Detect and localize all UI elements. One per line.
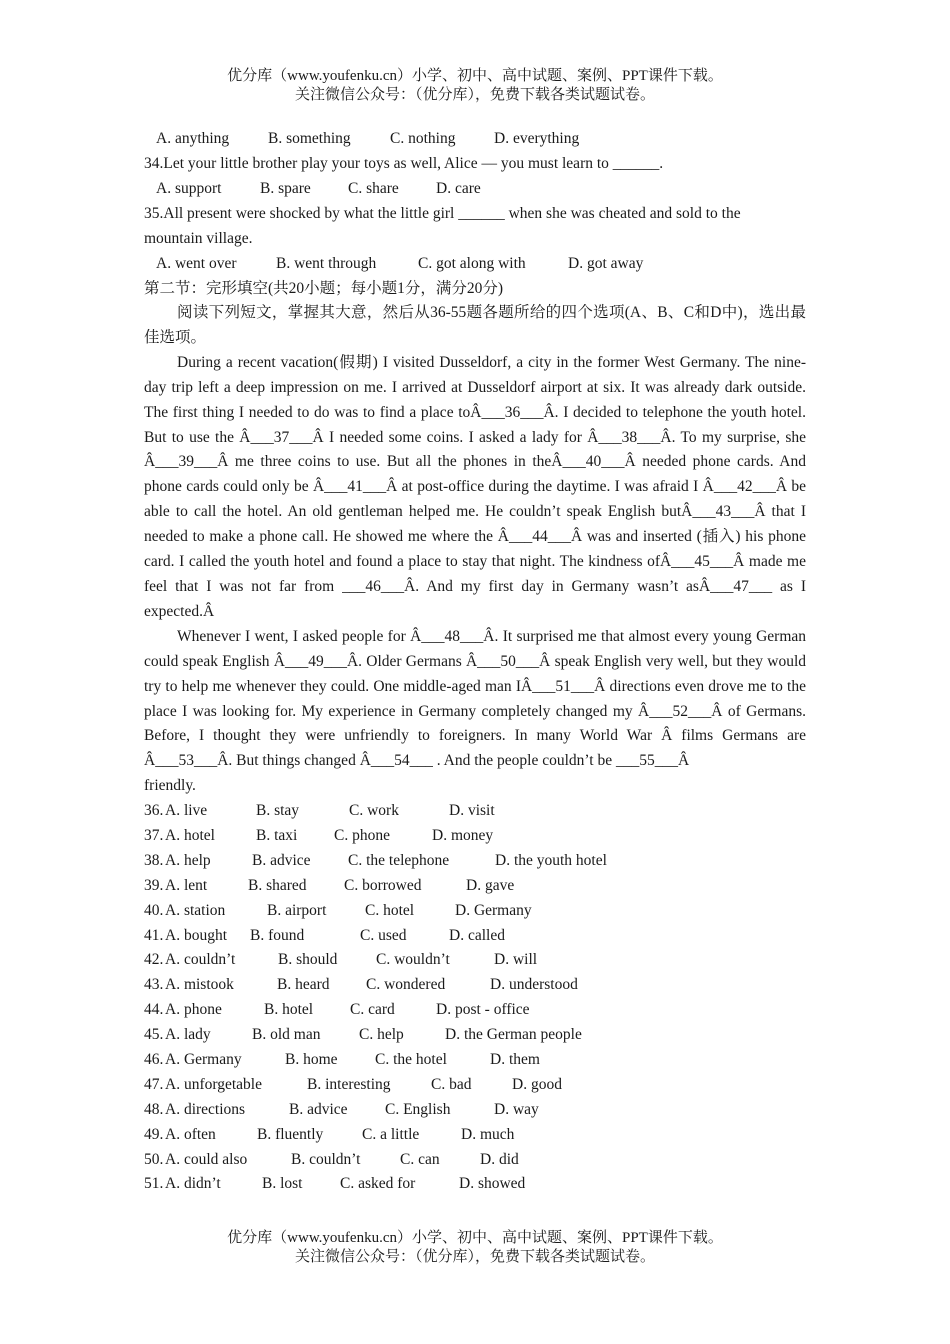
option-c: C. nothing bbox=[390, 130, 456, 147]
option-a: A. phone bbox=[165, 1001, 222, 1019]
option-c: C. work bbox=[349, 802, 399, 820]
option-a: A. went over bbox=[156, 255, 237, 272]
option-d: D. the youth hotel bbox=[495, 851, 607, 869]
q35-options bbox=[144, 251, 806, 276]
question-number: 40. bbox=[144, 901, 164, 919]
question-number: 51. bbox=[144, 1175, 164, 1193]
option-c: C. a little bbox=[362, 1125, 420, 1143]
cloze-passage bbox=[144, 351, 806, 799]
option-a: A. directions bbox=[165, 1100, 246, 1118]
option-b: B. hotel bbox=[264, 1001, 314, 1019]
option-a: A. unforgetable bbox=[165, 1075, 262, 1093]
option-d: D. much bbox=[461, 1125, 515, 1143]
choice-row bbox=[144, 924, 806, 949]
footer-line-2: 关注微信公众号：（优分库），免费下载各类试题试卷。 bbox=[294, 1249, 655, 1265]
option-c: C. wouldn’t bbox=[376, 951, 450, 969]
question-number: 37. bbox=[144, 827, 164, 845]
question-number: 45. bbox=[144, 1026, 164, 1044]
question-number: 39. bbox=[144, 876, 164, 894]
option-a: A. mistook bbox=[165, 976, 234, 994]
choice-row bbox=[144, 899, 806, 924]
option-d: D. Germany bbox=[455, 901, 532, 919]
choice-row bbox=[144, 1172, 806, 1197]
option-b: B. went through bbox=[276, 255, 377, 272]
q35-stem-line-1: 35.All present were shocked by what the little girl ______ when she was cheated and sold to the bbox=[144, 205, 741, 222]
option-d: D. everything bbox=[494, 130, 580, 147]
question-number: 41. bbox=[144, 926, 164, 944]
option-a: A. bought bbox=[165, 926, 227, 944]
choice-row bbox=[144, 799, 806, 824]
option-c: C. the telephone bbox=[348, 851, 450, 869]
choice-row bbox=[144, 874, 806, 899]
option-d: D. gave bbox=[466, 876, 515, 894]
option-a: A. lady bbox=[165, 1026, 211, 1044]
option-d: D. understood bbox=[490, 976, 578, 994]
option-d: D. will bbox=[494, 951, 538, 969]
choice-row bbox=[144, 824, 806, 849]
option-d: D. showed bbox=[459, 1175, 526, 1193]
option-b: B. should bbox=[278, 951, 338, 969]
option-d: D. did bbox=[480, 1150, 519, 1168]
page-header bbox=[0, 67, 950, 105]
choice-row bbox=[144, 1098, 806, 1123]
option-a: A. Germany bbox=[165, 1051, 242, 1069]
choice-row bbox=[144, 849, 806, 874]
header-line-1: 优分库（www.youfenku.cn）小学、初中、高中试题、案例、PPT课件下载。 bbox=[227, 68, 723, 84]
option-d: D. good bbox=[512, 1075, 562, 1093]
question-number: 46. bbox=[144, 1051, 164, 1069]
option-d: D. care bbox=[436, 180, 481, 197]
option-c: C. can bbox=[400, 1150, 440, 1168]
option-a: A. live bbox=[165, 802, 208, 820]
option-c: C. asked for bbox=[340, 1175, 416, 1193]
choice-row bbox=[144, 973, 806, 998]
option-d: D. way bbox=[494, 1100, 539, 1118]
passage-paragraph-1: During a recent vacation(假期) I visited Dusseldorf, a city in the former West Germany. The nine-day trip left a deep impression on me. I arrived at Dusseldorf airport at six. It was already dark outside. The first thing I needed to do was to find a place toÂ___36___Â. I decided to telephone the youth hotel. But to use the Â___37___Â I needed some coins. I asked a lady for Â___38___Â. To my surprise, she Â___39___Â me three coins to use. But all the phones in theÂ___40___Â needed phone cards. And phone cards could only be Â___41___Â at post-office during the daytime. I was afraid I Â___42___Â be able to call the hotel. An old gentleman helped me. He couldn’t speak English butÂ___43___Â that I needed to make a phone call. He showed me where the Â___44___Â was and inserted (插入) his phone card. I called the youth hotel and found a place to stay that night. The kindness ofÂ___45___Â made me feel that I was not far from ___46___Â. And my first day in Germany wasn’t asÂ___47___ as I expected.Â bbox=[144, 353, 806, 620]
option-c: C. card bbox=[350, 1001, 395, 1019]
option-b: B. heard bbox=[277, 976, 330, 994]
option-b: B. something bbox=[268, 130, 351, 147]
option-a: A. didn’t bbox=[165, 1175, 221, 1193]
choice-row bbox=[144, 1048, 806, 1073]
option-b: B. interesting bbox=[307, 1075, 391, 1093]
option-c: C. English bbox=[385, 1100, 451, 1118]
passage-paragraph-2-tail: friendly. bbox=[144, 777, 196, 795]
question-number: 38. bbox=[144, 851, 164, 869]
option-b: B. stay bbox=[256, 802, 300, 820]
option-b: B. fluently bbox=[257, 1125, 324, 1143]
q33-options bbox=[144, 126, 806, 151]
question-number: 50. bbox=[144, 1150, 164, 1168]
option-d: D. them bbox=[490, 1051, 540, 1069]
option-c: C. the hotel bbox=[375, 1051, 447, 1069]
option-c: C. bad bbox=[431, 1075, 472, 1093]
option-b: B. advice bbox=[252, 851, 311, 869]
question-number: 36. bbox=[144, 802, 164, 820]
option-a: A. station bbox=[165, 901, 226, 919]
choice-row bbox=[144, 1123, 806, 1148]
option-a: A. could also bbox=[165, 1150, 248, 1168]
footer-line-1: 优分库（www.youfenku.cn）小学、初中、高中试题、案例、PPT课件下载。 bbox=[227, 1230, 723, 1246]
question-number: 49. bbox=[144, 1125, 164, 1143]
option-b: B. couldn’t bbox=[291, 1150, 361, 1168]
q34-options bbox=[144, 176, 806, 201]
choice-row bbox=[144, 1073, 806, 1098]
option-b: B. spare bbox=[260, 180, 311, 197]
question-number: 47. bbox=[144, 1075, 164, 1093]
option-c: C. hotel bbox=[365, 901, 415, 919]
option-c: C. phone bbox=[334, 827, 390, 845]
option-a: A. anything bbox=[156, 130, 230, 147]
choice-row bbox=[144, 1148, 806, 1173]
option-b: B. home bbox=[285, 1051, 338, 1069]
question-number: 42. bbox=[144, 951, 164, 969]
page-footer bbox=[0, 1229, 950, 1267]
option-c: C. wondered bbox=[366, 976, 446, 994]
passage-paragraph-2: Whenever I went, I asked people for Â___48___Â. It surprised me that almost every young German could speak English Â___49___Â. Older Germans Â___50___Â speak English very well, but they would try to help me whenever they could. One middle-aged man IÂ___51___Â directions even drove me to the place I was looking for. My experience in Germany completely changed my Â___52___Â of Germans. Before, I thought they were unfriendly to foreigners. In many World War Â films Germans are Â___53___Â. But things changed Â___54___ . And the people couldn’t be ___55___Â bbox=[144, 627, 806, 770]
option-b: B. old man bbox=[252, 1026, 321, 1044]
option-a: A. help bbox=[165, 851, 211, 869]
choice-row bbox=[144, 1023, 806, 1048]
question-number: 44. bbox=[144, 1001, 164, 1019]
choice-row bbox=[144, 998, 806, 1023]
option-c: C. share bbox=[348, 180, 399, 197]
section-2-title: 第二节：完形填空(共20小题；每小题1分，满分20分) bbox=[144, 280, 504, 297]
section-2-instructions bbox=[144, 301, 806, 351]
choice-row bbox=[144, 948, 806, 973]
option-c: C. got along with bbox=[418, 255, 526, 272]
option-a: A. support bbox=[156, 180, 222, 197]
option-b: B. lost bbox=[262, 1175, 303, 1193]
option-b: B. shared bbox=[248, 876, 307, 894]
option-d: D. got away bbox=[568, 255, 644, 272]
option-a: A. couldn’t bbox=[165, 951, 236, 969]
option-b: B. taxi bbox=[256, 827, 298, 845]
option-c: C. borrowed bbox=[344, 876, 422, 894]
header-line-2: 关注微信公众号：（优分库），免费下载各类试题试卷。 bbox=[294, 87, 655, 103]
option-c: C. help bbox=[359, 1026, 404, 1044]
q34-stem: 34.Let your little brother play your toys as well, Alice — you must learn to ______. bbox=[144, 155, 664, 172]
option-d: D. called bbox=[449, 926, 505, 944]
option-a: A. lent bbox=[165, 876, 208, 894]
instructions-text: 阅读下列短文，掌握其大意，然后从36-55题各题所给的四个选项(A、B、C和D中)，选出最佳选项。 bbox=[144, 304, 806, 346]
option-b: B. advice bbox=[289, 1100, 348, 1118]
choice-list bbox=[144, 799, 806, 1197]
question-number: 48. bbox=[144, 1100, 164, 1118]
option-d: D. the German people bbox=[445, 1026, 582, 1044]
option-b: B. airport bbox=[267, 901, 327, 919]
option-d: D. money bbox=[432, 827, 494, 845]
q35-stem-line-2: mountain village. bbox=[144, 230, 253, 247]
option-a: A. hotel bbox=[165, 827, 215, 845]
option-d: D. visit bbox=[449, 802, 495, 820]
option-c: C. used bbox=[360, 926, 407, 944]
exam-content bbox=[144, 126, 806, 1197]
option-a: A. often bbox=[165, 1125, 216, 1143]
question-number: 43. bbox=[144, 976, 164, 994]
option-d: D. post - office bbox=[436, 1001, 530, 1019]
option-b: B. found bbox=[250, 926, 305, 944]
